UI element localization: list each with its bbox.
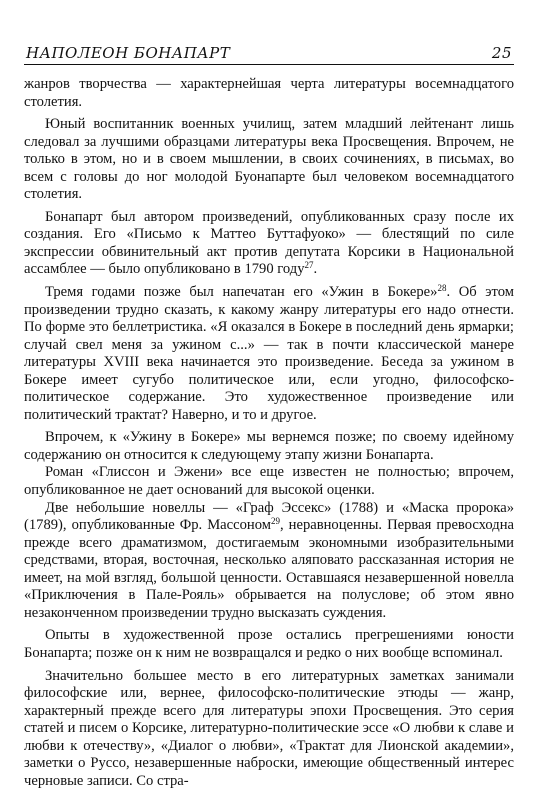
footnote-ref: 29: [270, 516, 280, 527]
paragraph-text: Бонапарт был автором произведений, опубликованных сразу после их создания. Его «Письмо к Маттео Буттафуоко» — блестящий по силе экспрессии обвинительный акт против депутата Корсики в Национальной ассамблее — было опубликовано в 1790 году: [24, 208, 514, 278]
paragraph-text-tail: .: [313, 261, 318, 278]
paragraph-text-tail: , неравноценны. Первая превосходна прежде всего драматизмом, достигаемым экономными изобразительными средствами, вторая, восточная, несколько аляповато рассказанная история не имеет, на мой взгляд, большой ценности. Оставшаяся незавершенной новелла «Приключения в Пале-Рояль» обрывается на полуслове; об этом явно незаконченном произведении трудно высказать суждения.: [24, 517, 514, 621]
running-head-rule: [24, 64, 514, 65]
running-head: [24, 44, 514, 64]
paragraph-text: Юный воспитанник военных училищ, затем младший лейтенант лишь следовал за лучшими образцами литературы века Просвещения. Впрочем, не только в этом, но и в своем мышлении, в своих сочинениях, в письмах, во всем с головы до ног молодой Буонапарте был человеком восемнадцатого столетия.: [24, 116, 514, 203]
paragraph-text: Две небольшие новеллы — «Граф Эссекс» (1788) и «Маска пророка» (1789), опубликованные Фр. Массоном: [24, 499, 514, 534]
page-number: 25: [491, 44, 512, 62]
footnote-ref: 27: [304, 260, 314, 271]
paragraph-continued: [24, 76, 514, 111]
paragraph: [24, 500, 514, 623]
paragraph: [24, 627, 514, 662]
book-page: [24, 44, 514, 790]
paragraph-text: Тремя годами позже был напечатан его «Ужин в Бокере»: [45, 284, 438, 301]
paragraph-text: жанров творчества — характернейшая черта литературы восемнадцатого столетия.: [24, 76, 514, 110]
body-text: [24, 76, 514, 790]
paragraph: [24, 429, 514, 464]
paragraph-text-tail: . Об этом произведении трудно сказать, к какому жанру литературы его надо отнести. По форме это беллетристика. «Я оказался в Бокере в последний день ярмарки; случай свел меня за ужином с...» — так в почти классической манере литературы XVIII века начинается это произведение. Беседа за ужином в Бокере имеет сугубо политическое или, если угодно, философско-политическое содержание. Это художественное произведение или политический трактат? Наверно, и то и другое.: [24, 284, 514, 423]
paragraph: [24, 284, 514, 424]
paragraph-text: Опыты в художественной прозе остались прегрешениями юности Бонапарта; позже он к ним не возвращался и редко о них вообще вспоминал.: [24, 627, 514, 661]
paragraph-text: Роман «Глиссон и Эжени» все еще известен не полностью; впрочем, опубликованное не дает оснований для высокой оценки.: [24, 464, 514, 499]
paragraph: [24, 668, 514, 791]
paragraph: [24, 209, 514, 279]
paragraph: [24, 464, 514, 499]
running-head-title: НАПОЛЕОН БОНАПАРТ: [26, 44, 231, 62]
paragraph-text: Значительно большее место в его литературных заметках занимали философские или, вернее, философско-политические этюды — жанр, характерный прежде всего для литературы эпохи Просвещения. Это серия статей и писем о Корсике, литературно-политические эссе «О любви к славе и любви к отечеству», «Диалог о любви», «Трактат для Лионской академии», заметки о Руссо, незавершенные наброски, имеющие общественный интерес черновые записи. Со стра-: [24, 667, 514, 789]
paragraph: [24, 116, 514, 204]
footnote-ref: 28: [437, 283, 447, 294]
paragraph-text: Впрочем, к «Ужину в Бокере» мы вернемся позже; по своему идейному содержанию он относится к следующему этапу жизни Бонапарта.: [24, 429, 514, 463]
